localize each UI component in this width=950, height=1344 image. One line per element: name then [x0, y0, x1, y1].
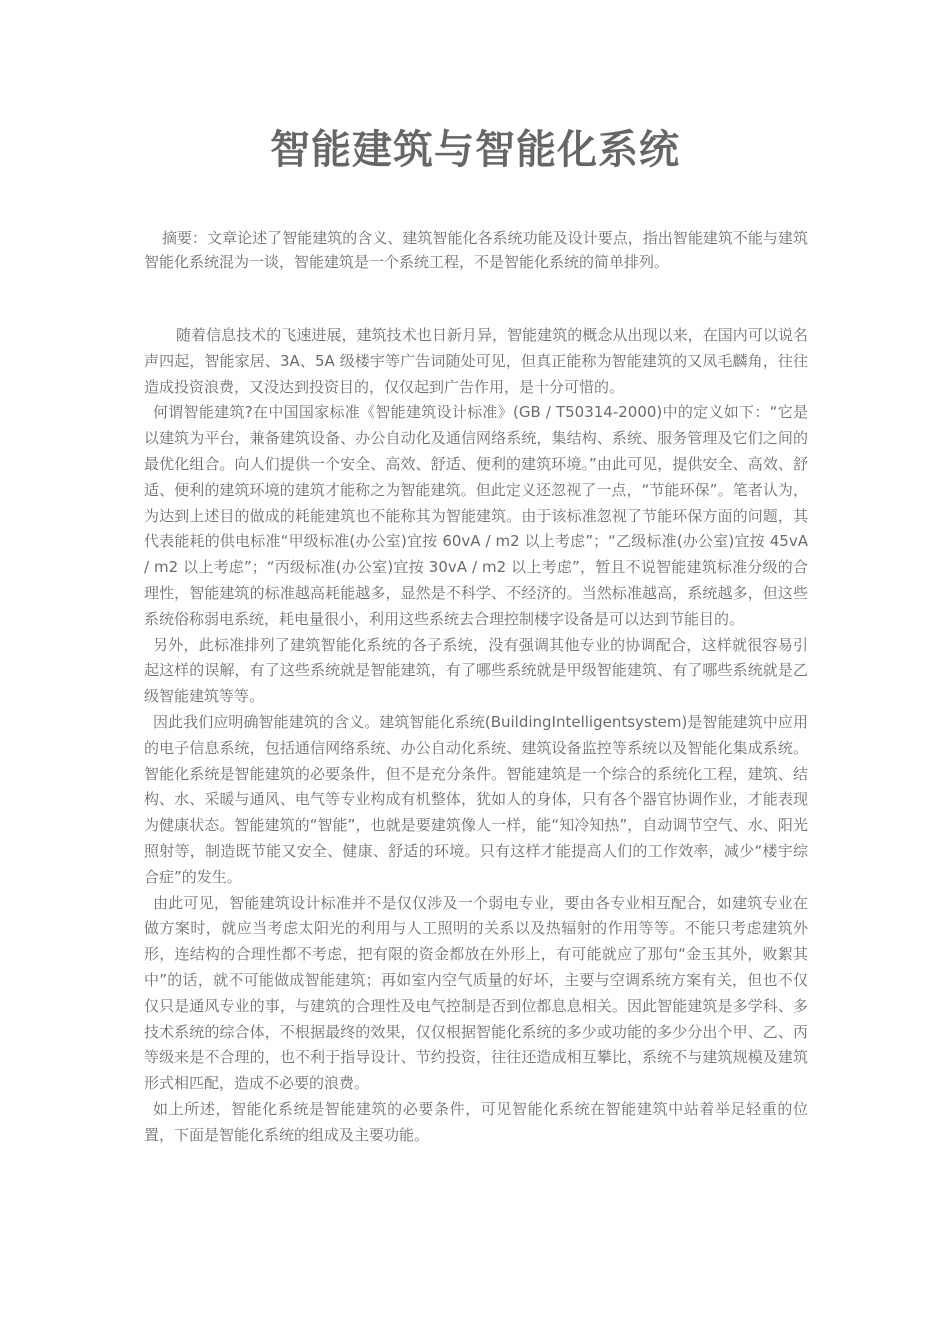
paragraph-conclusion: 如上所述，智能化系统是智能建筑的必要条件，可见智能化系统在智能建筑中站着举足轻重的位置，下面是智能化系统的组成及主要功能。 [144, 1099, 808, 1144]
paragraph-definition: 何谓智能建筑?在中国国家标准《智能建筑设计标准》(GB / T50314-2000)中的定义如下：“它是以建筑为平台，兼备建筑设备、办公自动化及通信网络系统，集结构、系统、服务管理及它们之间的最优化组合。向人们提供一个安全、高效、舒适、便利的建筑环境。”由此可见，提供安全、高效、舒适、便利的建筑环境的建筑才能称之为智能建筑。但此定义还忽视了一点，“节能环保”。笔者认为，为达到上述目的做成的耗能建筑也不能称其为智能建筑。由于该标准忽视了节能环保方面的问题，其代表能耗的供电标准“甲级标准(办公室)宜按 60vA / m2 以上考虑”；“乙级标准(办公室)宜按 45vA / m2 以上考虑”；“丙级标准(办公室)宜按 30vA / m2 以上考虑”，暂且不说智能建筑标准分级的合理性，智能建筑的标准越高耗能越多，显然是不科学、不经济的。当然标准越高，系统越多，但这些系统俗称弱电系统，耗电量很小，利用这些系统去合理控制楼字设备是可以达到节能目的。 [144, 403, 808, 628]
paragraph-misunderstanding: 另外，此标准排列了建筑智能化系统的各子系统，没有强调其他专业的协调配合，这样就很容易引起这样的误解，有了这些系统就是智能建筑，有了哪些系统就是甲级智能建筑、有了哪些系统就是乙级智能建筑等等。 [144, 635, 808, 706]
paragraph-intro: 随着信息技术的飞速进展，建筑技术也日新月异，智能建筑的概念从出现以来，在国内可以说名声四起，智能家居、3A、5A 级楼宇等广告词随处可见，但真正能称为智能建筑的又凤毛麟角，往往造成投资浪费，又没达到投资目的，仅仅起到广告作用，是十分可惜的。 [144, 326, 808, 396]
paragraph-coordination: 由此可见，智能建筑设计标准并不是仅仅涉及一个弱电专业，要由各专业相互配合，如建筑专业在做方案时，就应当考虑太阳光的利用与人工照明的关系以及热辐射的作用等等。不能只考虑建筑外形，连结构的合理性都不考虑，把有限的资金都放在外形上，有可能就应了那句“金玉其外，败絮其中”的话，就不可能做成智能建筑；再如室内空气质量的好坏，主要与空调系统方案有关，但也不仅仅只是通风专业的事，与建筑的合理性及电气控制是否到位都息息相关。因此智能建筑是多学科、多技术系统的综合体，不根据最终的效果，仅仅根据智能化系统的多少或功能的多少分出个甲、乙、丙等级来是不合理的，也不利于指导设计、节约投资，往往还造成相互攀比，系统不与建筑规模及建筑形式相匹配，造成不必要的浪费。 [144, 893, 808, 1093]
body-text [144, 323, 808, 1149]
document-title: 智能建筑与智能化系统 [270, 127, 680, 173]
abstract: 摘要：文章论述了智能建筑的含义、建筑智能化各系统功能及设计要点，指出智能建筑不能与建筑智能化系统混为一谈，智能建筑是一个系统工程，不是智能化系统的简单排列。 [144, 229, 808, 271]
paragraph-meaning: 因此我们应明确智能建筑的含义。建筑智能化系统(BuildingIntelligentsystem)是智能建筑中应用的电子信息系统，包括通信网络系统、办公自动化系统、建筑设备监控等系统以及智能化集成系统。智能化系统是智能建筑的必要条件，但不是充分条件。智能建筑是一个综合的系统化工程，建筑、结构、水、采暖与通风、电气等专业构成有机整体，犹如人的身体，只有各个器官协调作业，才能表现为健康状态。智能建筑的“智能”，也就是要建筑像人一样，能“知冷知热”，自动调节空气、水、阳光照射等，制造既节能又安全、健康、舒适的环境。只有这样才能提高人们的工作效率，减少“楼宇综合症”的发生。 [144, 712, 808, 886]
